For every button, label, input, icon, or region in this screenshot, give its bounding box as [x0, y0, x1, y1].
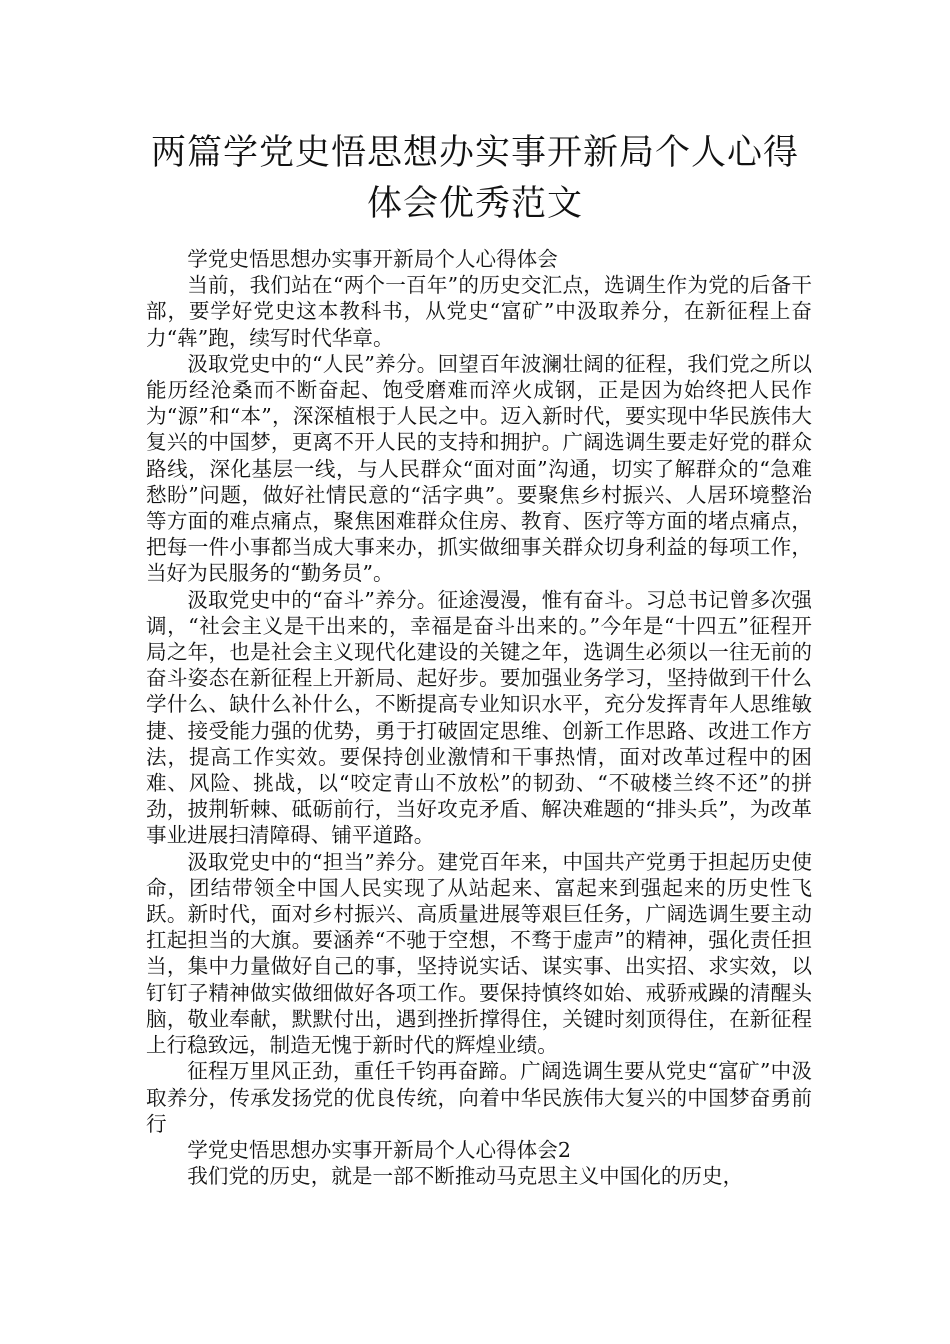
body-paragraph: 我们党的历史，就是一部不断推动马克思主义中国化的历史， [187, 1164, 744, 1189]
document-body [146, 246, 812, 1189]
document-title [130, 128, 820, 230]
body-paragraph: 当前，我们站在“两个一百年”的历史交汇点，选调生作为党的后备干部，要学好党史这本教科书，从党史“富矿”中汲取养分，在新征程上奋力“犇”跑，续写时代华章。 [146, 273, 812, 350]
body-paragraph: 汲取党史中的“人民”养分。回望百年波澜壮阔的征程，我们党之所以能历经沧桑而不断奋起、饱受磨难而淬火成钢，正是因为始终把人民作为“源”和“本”，深深植根于人民之中。迈入新时代，要实现中华民族伟大复兴的中国梦，更离不开人民的支持和拥护。广阔选调生要走好党的群众路线，深化基层一线，与人民群众“面对面”沟通，切实了解群众的“急难愁盼”问题，做好社情民意的“活字典”。要聚焦乡村振兴、人居环境整治等方面的难点痛点，聚焦困难群众住房、教育、医疗等方面的堵点痛点，把每一件小事都当成大事来办，抓实做细事关群众切身利益的每项工作，当好为民服务的“勤务员”。 [146, 351, 812, 586]
section-1-heading: 学党史悟思想办实事开新局个人心得体会 [187, 247, 558, 271]
body-paragraph: 汲取党史中的“奋斗”养分。征途漫漫，惟有奋斗。习总书记曾多次强调，“社会主义是干出来的，幸福是奋斗出来的。”今年是“十四五”征程开局之年，也是社会主义现代化建设的关键之年，选调生必须以一往无前的奋斗姿态在新征程上开新局、起好步。要加强业务学习，坚持做到干什么学什么、缺什么补什么，不断提高专业知识水平，充分发挥青年人思维敏捷、接受能力强的优势，勇于打破固定思维、创新工作思路、改进工作方法，提高工作实效。要保持创业激情和干事热情，面对改革过程中的困难、风险、挑战，以“咬定青山不放松”的韧劲、“不破楼兰终不还”的拼劲，披荆斩棘、砥砺前行，当好攻克矛盾、解决难题的“排头兵”，为改革事业进展扫清障碍、铺平道路。 [146, 587, 812, 848]
document-title-line-2: 体会优秀范文 [366, 184, 583, 224]
document-title-line-1: 两篇学党史悟思想办实事开新局个人心得 [150, 133, 799, 173]
section-2-heading: 学党史悟思想办实事开新局个人心得体会2 [187, 1137, 571, 1162]
body-paragraph: 征程万里风正劲，重任千钧再奋蹄。广阔选调生要从党史“富矿”中汲取养分，传承发扬党的优良传统，向着中华民族伟大复兴的中国梦奋勇前行 [146, 1059, 812, 1136]
body-paragraph: 汲取党史中的“担当”养分。建党百年来，中国共产党勇于担起历史使命，团结带领全中国人民实现了从站起来、富起来到强起来的历史性飞跃。新时代，面对乡村振兴、高质量进展等艰巨任务，广阔选调生要主动扛起担当的大旗。要涵养“不驰于空想，不骛于虚声”的精神，强化责任担当，集中力量做好自己的事，坚持说实话、谋实事、出实招、求实效，以钉钉子精神做实做细做好各项工作。要保持慎终如始、戒骄戒躁的清醒头脑，敬业奉献，默默付出，遇到挫折撑得住，关键时刻顶得住，在新征程上行稳致远，制造无愧于新时代的辉煌业绩。 [146, 849, 812, 1058]
